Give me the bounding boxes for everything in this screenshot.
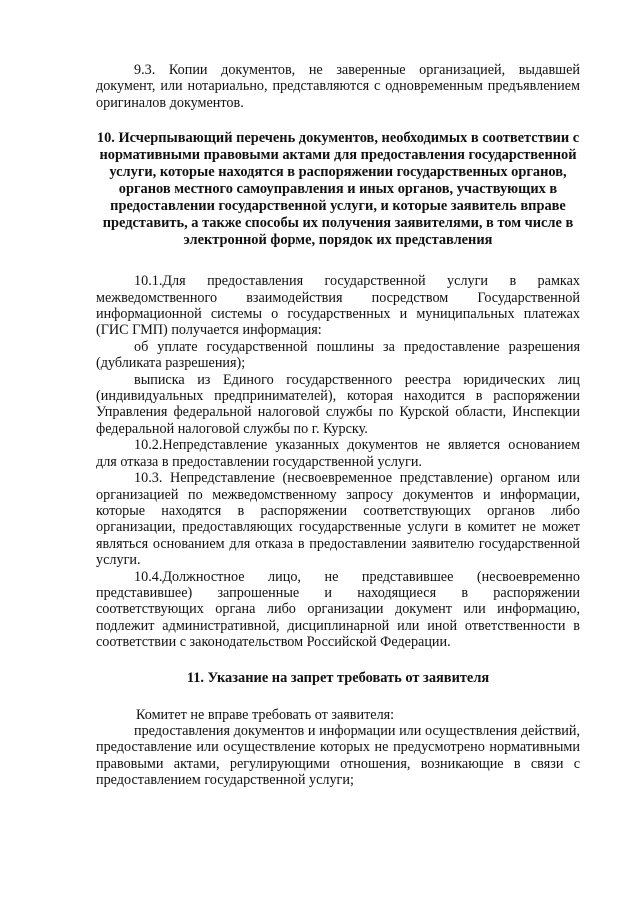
paragraph-9-3: 9.3. Копии документов, не заверенные организацией, выдавшей документ, или нотариально, представляются с одновременным предъявлением оригиналов документов. [96, 62, 580, 111]
paragraph-10-1-registry: выписка из Единого государственного реестра юридических лиц (индивидуальных предпринимателей), которая находится в распоряжении Управления федеральной налоговой службы по Курской области, Инспекции федеральной налоговой службы по г. Курску. [96, 371, 580, 437]
document-page [96, 62, 580, 789]
paragraph-11-1: предоставления документов и информации или осуществления действий, предоставление или осуществление которых не предусмотрено нормативными правовыми актами, регулирующими отношения, возникающие в связи с предоставлением государственной услуги; [96, 722, 580, 789]
section-heading-11: 11. Указание на запрет требовать от заявителя [186, 669, 490, 686]
paragraph-10-2: 10.2.Непредставление указанных документов не является основанием для отказа в предоставлении государственной услуги. [96, 437, 580, 470]
paragraph-10-4: 10.4.Должностное лицо, не представившее (несвоевременно представившее) запрошенные и находящиеся в распоряжении соответствующих органа либо организации документ или информацию, подлежит административной, дисциплинарной или иной ответственности в соответствии с законодательством Российской Федерации. [96, 568, 580, 651]
paragraph-10-3: 10.3. Непредставление (несвоевременное представление) органом или организацией по межведомственному запросу документов и информации, которые находятся в распоряжении соответствующих органов либо организации, предоставляющих государственные услуги в комитет не может являться основанием для отказа в предоставлении заявителю государственной услуги. [96, 470, 580, 569]
paragraph-10-1: 10.1.Для предоставления государственной услуги в рамках межведомственного взаимодействия посредством Государственной информационной системы о государственных и муниципальных платежах (ГИС ГМП) получается информация: [96, 273, 580, 339]
section-heading-10: 10. Исчерпывающий перечень документов, необходимых в соответствии с нормативными правовыми актами для предоставления государственной услуги, которые находятся в распоряжении государственных органов, органов местного самоуправления и иных органов, участвующих в предоставлении государственной услуги, и которые заявитель вправе представить, а также способы их получения заявителями, в том числе в электронной форме, порядок их представления [96, 130, 580, 249]
paragraph-10-1-fee: об уплате государственной пошлины за предоставление разрешения (дубликата разрешения); [96, 338, 580, 372]
paragraph-11-intro: Комитет не вправе требовать от заявителя: [136, 706, 395, 723]
